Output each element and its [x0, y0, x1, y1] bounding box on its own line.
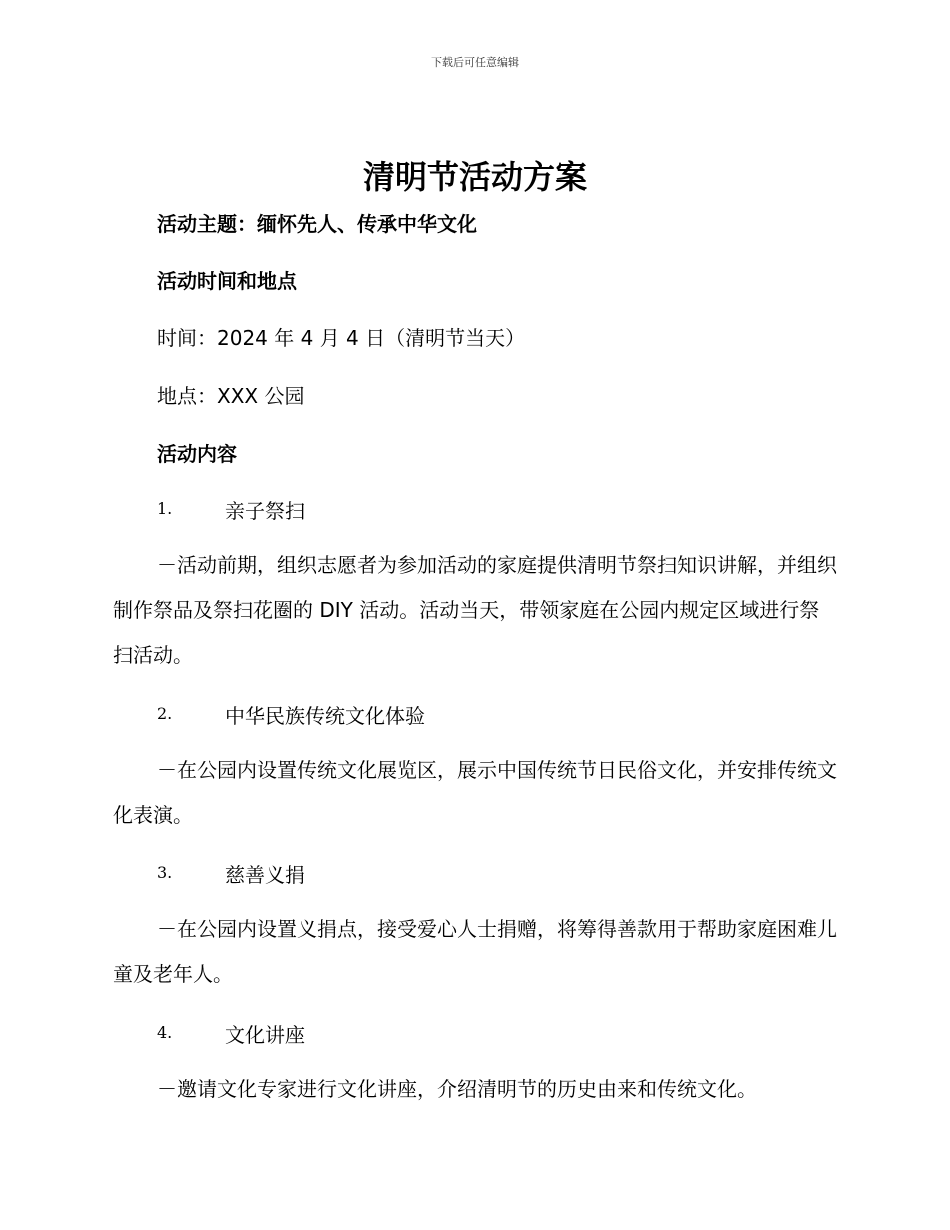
- item-number: 4.: [157, 1023, 173, 1042]
- item-description: －在公园内设置传统文化展览区，展示中国传统节日民俗文化，并安排传统文化表演。: [113, 758, 837, 827]
- item-label: 慈善义捐: [225, 863, 305, 887]
- time-place-heading: 活动时间和地点: [157, 269, 297, 293]
- item-number: 3.: [157, 863, 173, 882]
- item-number: 2.: [157, 704, 173, 723]
- activity-time: 时间：2024 年 4 月 4 日（清明节当天）: [157, 326, 526, 350]
- content-heading: 活动内容: [157, 442, 237, 466]
- item-label: 文化讲座: [225, 1023, 305, 1047]
- item-description: －邀请文化专家进行文化讲座，介绍清明节的历史由来和传统文化。: [157, 1077, 757, 1101]
- activity-place: 地点：XXX 公园: [157, 384, 305, 408]
- item-number: 1.: [157, 499, 173, 518]
- document-title: 清明节活动方案: [362, 158, 587, 196]
- item-description: －活动前期，组织志愿者为参加活动的家庭提供清明节祭扫知识讲解，并组织制作祭品及祭扫花圈的 DIY 活动。活动当天，带领家庭在公园内规定区域进行祭扫活动。: [113, 553, 837, 667]
- item-description: －在公园内设置义捐点，接受爱心人士捐赠，将筹得善款用于帮助家庭困难儿童及老年人。: [113, 917, 837, 986]
- activity-theme: 活动主题：缅怀先人、传承中华文化: [157, 212, 477, 236]
- item-label: 亲子祭扫: [225, 499, 305, 523]
- item-label: 中华民族传统文化体验: [225, 704, 425, 728]
- header-note: 下载后可任意编辑: [431, 56, 519, 69]
